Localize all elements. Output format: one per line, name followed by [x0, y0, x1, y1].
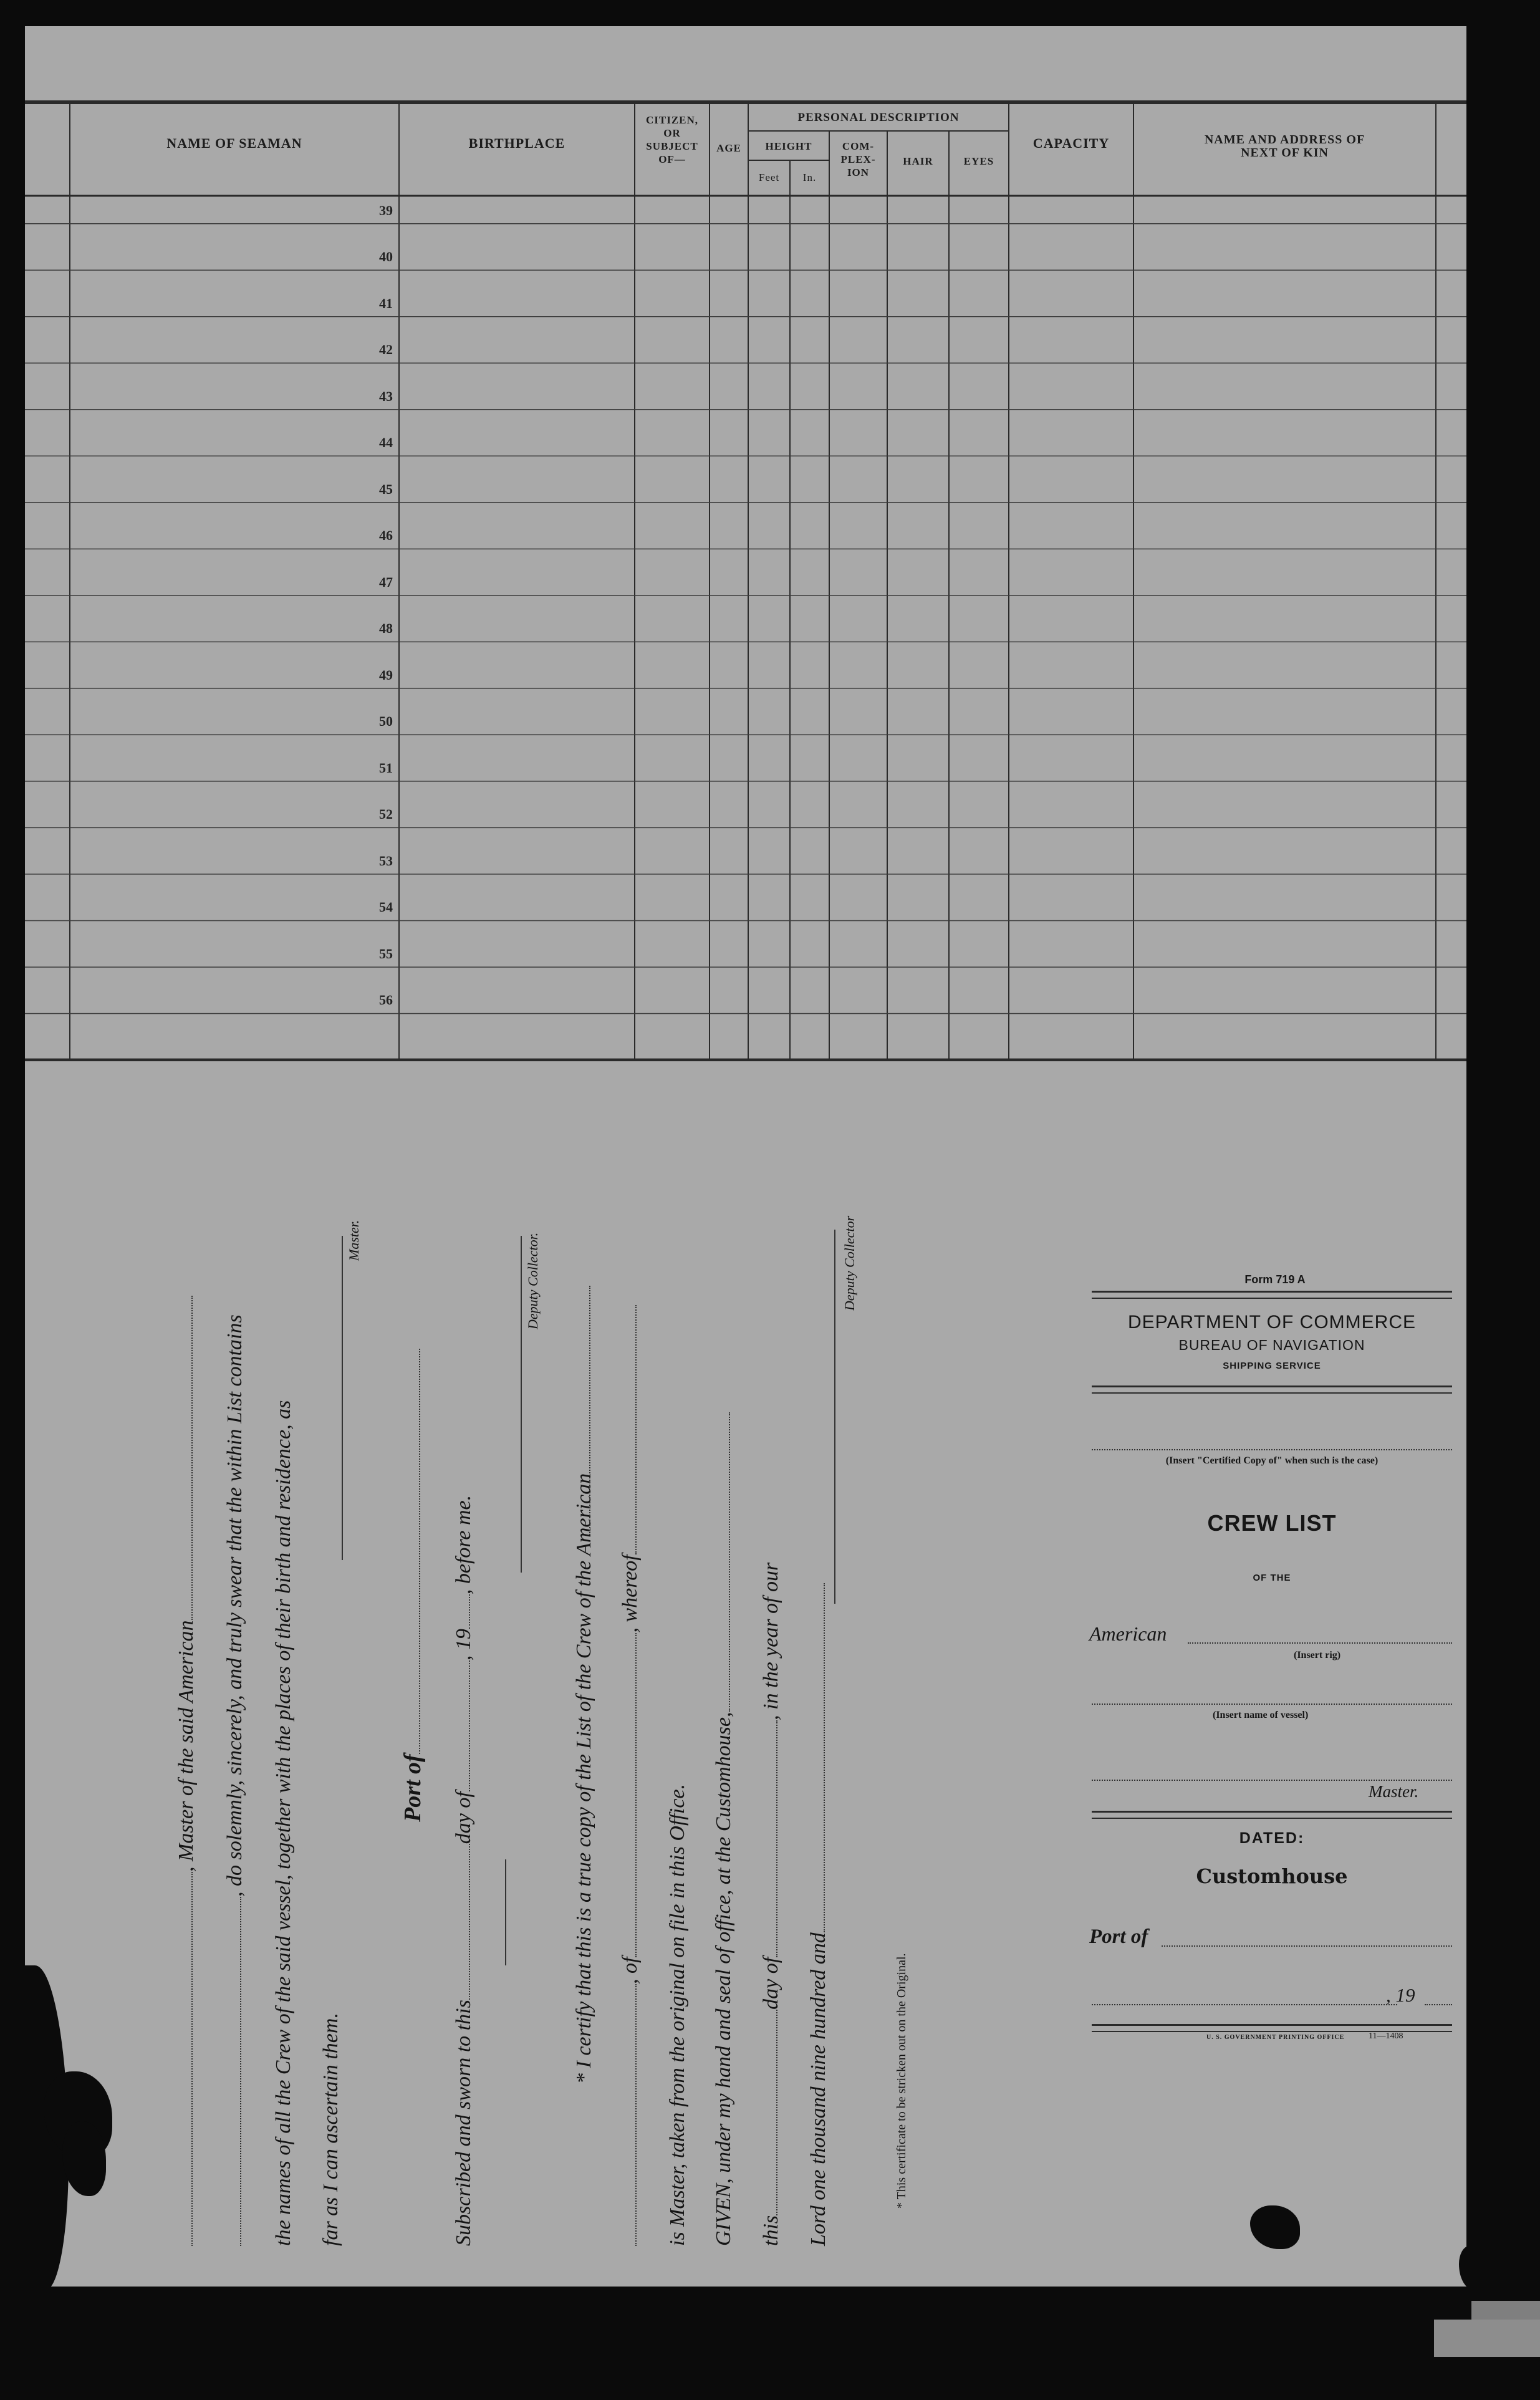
header-capacity: CAPACITY: [1032, 135, 1110, 151]
american-label: American: [1089, 1622, 1167, 1645]
insert-vessel-note: (Insert name of vessel): [1213, 1710, 1309, 1720]
table-row-number: 53: [379, 852, 393, 869]
certify-line-blank: [572, 1286, 596, 1535]
header-citizen: CITIZEN, OR SUBJECT OF—: [645, 114, 699, 165]
table-row-number: 40: [379, 249, 393, 265]
table-row-number: 52: [379, 806, 393, 822]
table-row-number: 39: [379, 202, 393, 218]
table-row-number: 45: [379, 481, 393, 497]
is-master-line: is Master, taken from the original on file in this Office.: [666, 1783, 689, 2246]
document-sheet: [25, 26, 1466, 2287]
header-next-of-kin: NAME AND ADDRESS OF NEXT OF KIN: [1204, 133, 1365, 160]
header-feet: Feet: [758, 171, 780, 183]
service-name: SHIPPING SERVICE: [1223, 1361, 1321, 1371]
of-the-label: OF THE: [1253, 1573, 1291, 1583]
header-eyes: EYES: [963, 155, 994, 167]
master-label: Master.: [1369, 1782, 1419, 1801]
paper-tear: [1250, 2205, 1300, 2249]
table-row-number: 42: [379, 342, 393, 358]
print-code: 11—1408: [1369, 2031, 1403, 2041]
this-day-line: thisday of, in the year of our: [759, 1562, 782, 2246]
deputy-collector-label-2: Deputy Collector: [842, 1215, 857, 1311]
table-row-number: 51: [379, 759, 393, 776]
table-row-number: 50: [379, 713, 393, 730]
lord-line: Lord one thousand nine hundred and: [807, 1583, 830, 2246]
insert-certified-note: (Insert "Certified Copy of" when such is the case): [1165, 1455, 1379, 1466]
table-row-number: 41: [379, 295, 393, 311]
table-row-number: 44: [379, 435, 393, 451]
table-row-number: 54: [379, 899, 393, 915]
header-age: AGE: [716, 142, 741, 154]
crew-list-endorsement: [1088, 1273, 1456, 2059]
table-row-number: 47: [379, 574, 393, 590]
master-signature-label: Master.: [346, 1220, 362, 1261]
table-row-number: 43: [379, 388, 393, 404]
dated-label: DATED:: [1239, 1829, 1305, 1847]
printer-imprint: U. S. GOVERNMENT PRINTING OFFICE: [1206, 2034, 1345, 2041]
header-name-of-seaman: NAME OF SEAMAN: [166, 135, 302, 151]
subscribed-line: Subscribed and sworn to thisday of, 19, before me.: [452, 1495, 475, 2246]
port-of-label: Port of: [399, 1349, 426, 1822]
given-line: GIVEN, under my hand and seal of office, at the Customhouse,: [712, 1412, 736, 2246]
header-inches: In.: [802, 171, 817, 183]
certificate-footnote: * This certificate to be stricken out on the Original.: [895, 1953, 908, 2209]
port-of-label: Port of: [1089, 1925, 1148, 1948]
declaration-line-4: far as I can ascertain them.: [319, 2013, 342, 2246]
crew-list-title: CREW LIST: [1207, 1510, 1337, 1536]
header-height: HEIGHT: [765, 140, 812, 152]
customhouse-label: Customhouse: [1196, 1864, 1348, 1888]
header-complexion: COM- PLEX- ION: [840, 140, 876, 178]
paper-edge: [1434, 2320, 1540, 2357]
master-declaration: [156, 1142, 929, 2246]
paper-tear: [1459, 2246, 1466, 2287]
deputy-collector-label-1: Deputy Collector.: [525, 1232, 541, 1329]
crew-table-grid: [25, 26, 1466, 1061]
header-personal-description: PERSONAL DESCRIPTION: [797, 111, 960, 124]
declaration-line-2: , do solemnly, sincerely, and truly swear that the within List contains: [223, 1314, 247, 2246]
declaration-line-3: the names of all the Crew of the said vessel, together with the places of their birth and residence, as: [272, 1400, 295, 2246]
table-row-number: 56: [379, 992, 393, 1008]
table-row-number: 48: [379, 620, 393, 637]
bureau-name: BUREAU OF NAVIGATION: [1178, 1337, 1365, 1353]
certify-line: * I certify that this is a true copy of the List of the Crew of the American: [572, 1473, 595, 2084]
form-number: Form 719 A: [1244, 1273, 1306, 1286]
table-row-number: 49: [379, 667, 393, 683]
insert-rig-note: (Insert rig): [1294, 1650, 1341, 1660]
declaration-line-1: , Master of the said American: [175, 1296, 198, 2246]
year-label: , 19: [1386, 1984, 1415, 2006]
table-row-number: 46: [379, 528, 393, 544]
table-row-number: 55: [379, 945, 393, 961]
header-hair: HAIR: [903, 155, 933, 167]
of-whereof-line: , of, whereof: [618, 1305, 642, 2246]
department-name: DEPARTMENT OF COMMERCE: [1127, 1312, 1417, 1333]
header-birthplace: BIRTHPLACE: [468, 135, 565, 151]
